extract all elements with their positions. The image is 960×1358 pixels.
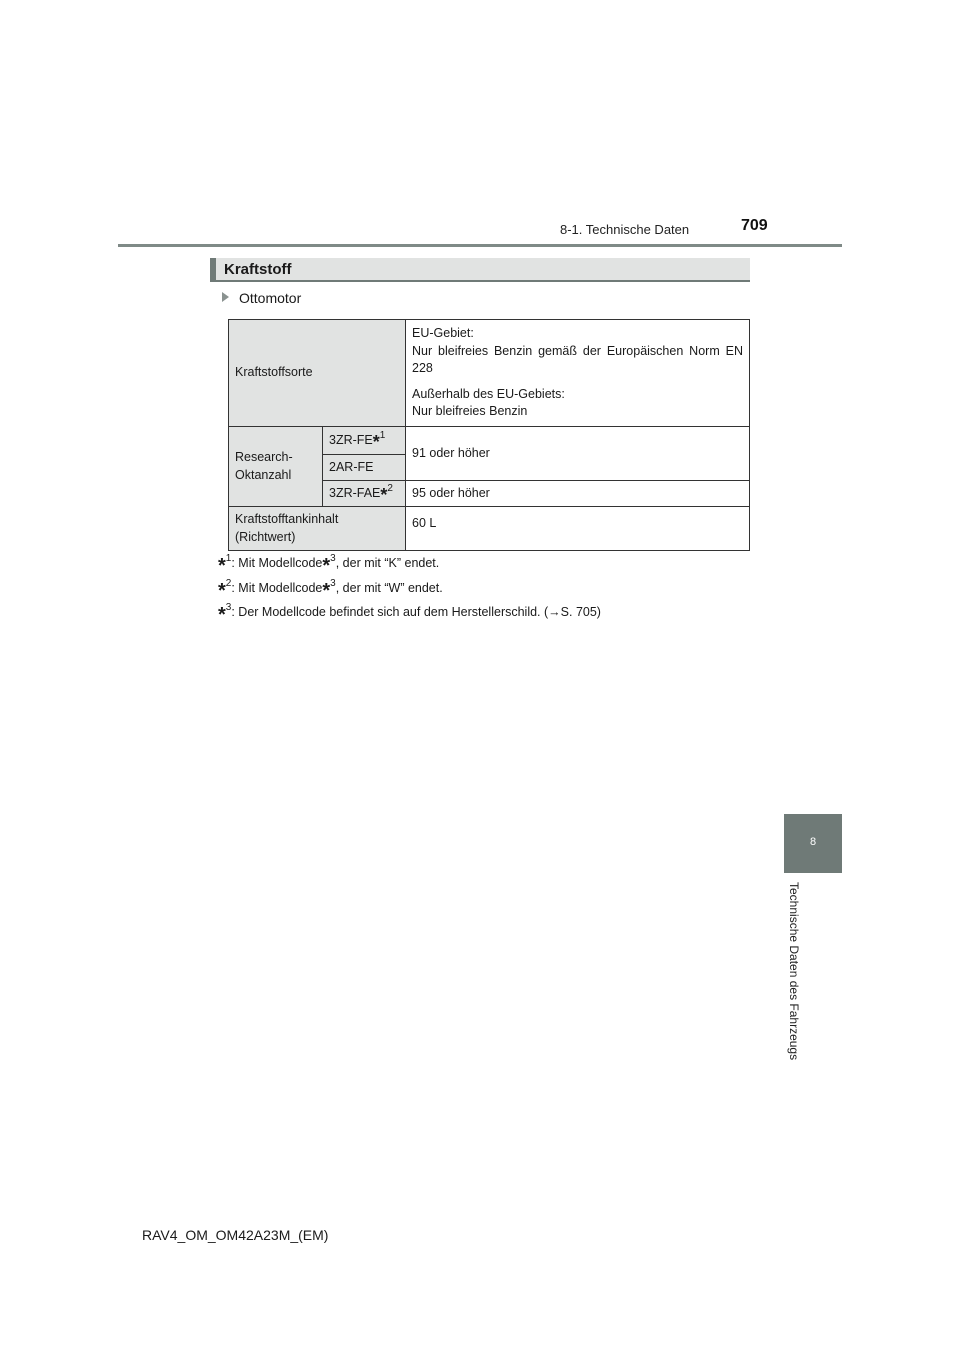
footnote-ref: 2 [387,482,393,494]
page-number: 709 [741,217,768,234]
non-eu-region-value: Nur bleifreies Benzin [412,404,528,419]
asterisk-icon: * [372,431,380,452]
footnote-text: , der mit “W” endet. [335,581,443,595]
table-row [229,507,750,551]
document-code: RAV4_OM_OM42A23M_(EM) [142,1227,329,1243]
eu-region-value: Nur bleifreies Benzin gemäß der Europäischen Norm EN 228 [412,343,743,376]
subheading [222,290,301,306]
chapter-number: 8 [809,836,817,848]
footnote-number: 2 [225,578,232,589]
footnote-number: 3 [225,602,232,613]
table-row [229,427,750,455]
footnote-text: : Der Modellcode befindet sich auf dem Herstellerschild. (→S. 705) [231,605,601,619]
footnote-ref: 3 [330,578,336,589]
section-title-accent [210,258,216,280]
tank-capacity-value: 60 L [406,507,750,551]
asterisk-icon: * [218,580,226,602]
section-title-bar [210,258,750,282]
octane-label: Research-Oktanzahl [229,427,323,507]
engine-code: 2AR-FE [323,455,406,481]
asterisk-icon: * [322,580,331,602]
footnote-text: : Mit Modellcode [231,581,323,595]
eu-region-label: EU-Gebiet: [412,326,474,341]
asterisk-icon: * [218,555,226,577]
header-divider [118,244,842,247]
chapter-tab[interactable] [784,814,842,873]
footnote [218,553,440,577]
engine-code: 3ZR-FAE [329,485,381,500]
fuel-type-label: Kraftstoffsorte [229,320,406,427]
asterisk-icon: * [380,484,388,505]
footnote-text: , der mit “K” endet. [335,556,440,570]
fuel-type-value [406,320,750,427]
triangle-bullet-icon [222,292,229,302]
footnote-text: : Mit Modellcode [231,556,323,570]
subheading-text: Ottomotor [239,290,302,306]
section-title: Kraftstoff [224,261,292,278]
footnote [218,578,443,602]
octane-value: 95 oder höher [406,481,750,507]
engine-cell [323,427,406,455]
footnote-number: 1 [225,553,232,564]
engine-code: 3ZR-FE [329,432,373,447]
tank-capacity-label: Kraftstofftankinhalt (Richtwert) [229,507,406,551]
table-row [229,320,750,427]
asterisk-icon: * [218,604,226,626]
footnote [218,602,601,626]
non-eu-region-label: Außerhalb des EU-Gebiets: [412,386,565,401]
engine-cell [323,481,406,507]
chapter-label: Technische Daten des Fahrzeugs [787,882,801,1061]
asterisk-icon: * [322,555,331,577]
octane-value: 91 oder höher [406,427,750,481]
footnote-ref: 3 [330,553,336,564]
section-heading: 8-1. Technische Daten [560,222,690,237]
footnote-ref: 1 [379,429,386,441]
fuel-spec-table [228,319,750,551]
